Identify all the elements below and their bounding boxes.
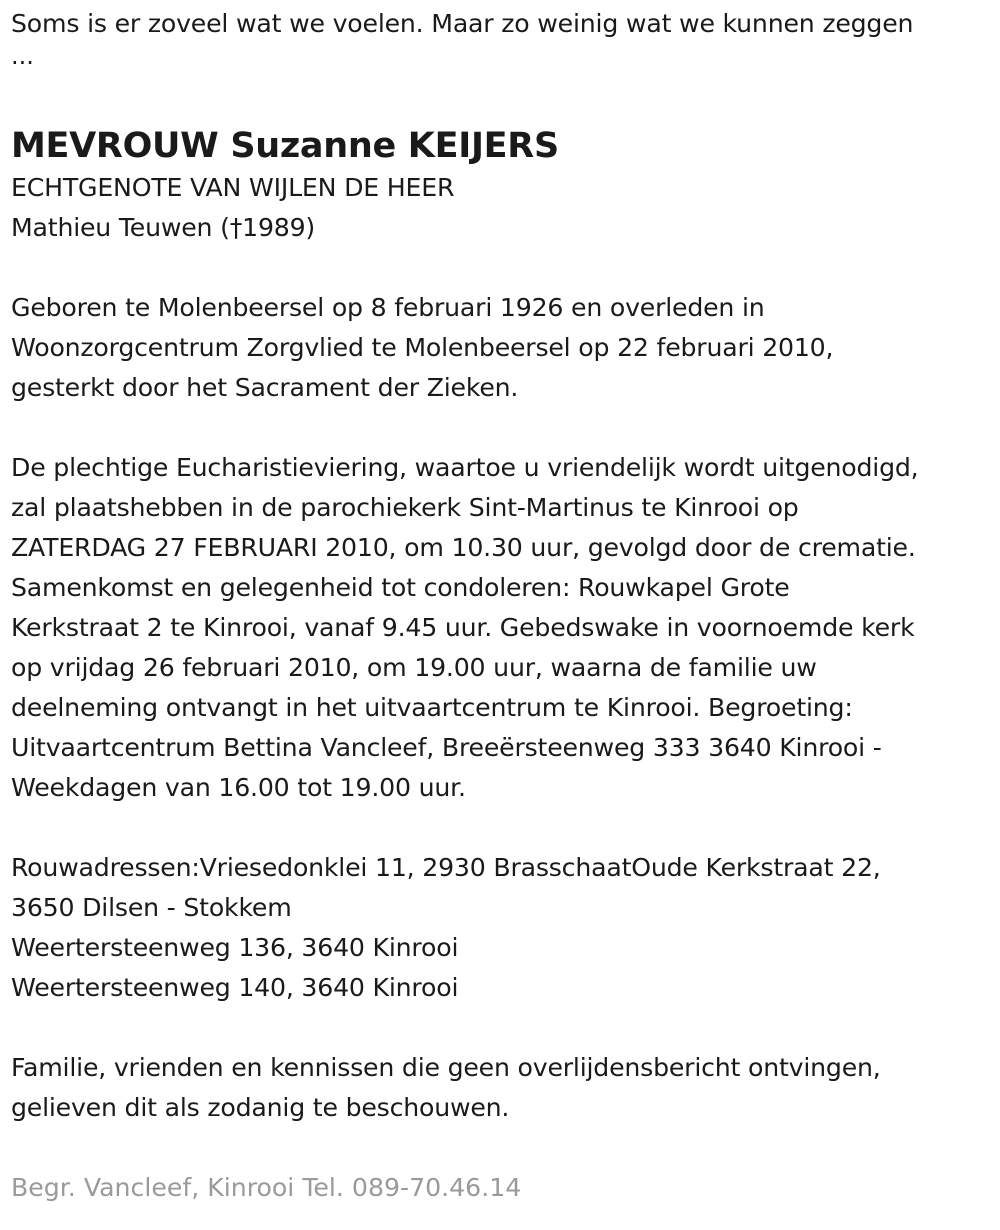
paragraph-line: Familie, vrienden en kennissen die geen overlijdensbericht ontvingen, [11,1053,881,1082]
paragraph-line: Samenkomst en gelegenheid tot condoleren: Rouwkapel Grote [11,573,790,602]
address-line: 3650 Dilsen - Stokkem [11,893,292,922]
paragraph-line: op vrijdag 26 februari 2010, om 19.00 uur, waarna de familie uw [11,653,817,682]
spouse-line-2: Mathieu Teuwen (†1989) [11,213,316,242]
paragraph-line: deelneming ontvangt in het uitvaartcentrum te Kinrooi. Begroeting: [11,693,853,722]
paragraph-line: zal plaatshebben in de parochiekerk Sint-Martinus te Kinrooi op [11,493,799,522]
funeral-home-footer: Begr. Vancleef, Kinrooi Tel. 089-70.46.14 [11,1173,522,1202]
intro-quote-ellipsis: ... [11,42,34,70]
paragraph-line: ZATERDAG 27 FEBRUARI 2010, om 10.30 uur, gevolgd door de crematie. [11,533,916,562]
paragraph-line: Geboren te Molenbeersel op 8 februari 1926 en overleden in [11,293,765,322]
address-line: Weertersteenweg 140, 3640 Kinrooi [11,973,459,1002]
paragraph-line: Weekdagen van 16.00 tot 19.00 uur. [11,773,466,802]
ceremony-paragraph [11,448,991,808]
paragraph-line: Woonzorgcentrum Zorgvlied te Molenbeersel op 22 februari 2010, [11,333,834,362]
paragraph-line: Kerkstraat 2 te Kinrooi, vanaf 9.45 uur. Gebedswake in voornoemde kerk [11,613,915,642]
paragraph-line: Uitvaartcentrum Bettina Vancleef, Breeërsteenweg 333 3640 Kinrooi - [11,733,882,762]
obituary-notice [11,4,991,1208]
spouse-line-1: ECHTGENOTE VAN WIJLEN DE HEER [11,173,455,202]
mourning-addresses [11,848,991,1008]
address-line: Rouwadressen:Vriesedonklei 11, 2930 BrasschaatOude Kerkstraat 22, [11,853,881,882]
address-line: Weertersteenweg 136, 3640 Kinrooi [11,933,459,962]
closing-paragraph [11,1048,991,1128]
paragraph-line: De plechtige Eucharistieviering, waartoe u vriendelijk wordt uitgenodigd, [11,453,919,482]
intro-quote-line-1: Soms is er zoveel wat we voelen. Maar zo weinig wat we kunnen zeggen [11,9,914,38]
deceased-name: MEVROUW Suzanne KEIJERS [11,126,559,166]
birth-death-paragraph [11,288,991,408]
paragraph-line: gelieven dit als zodanig te beschouwen. [11,1093,510,1122]
paragraph-line: gesterkt door het Sacrament der Zieken. [11,373,519,402]
